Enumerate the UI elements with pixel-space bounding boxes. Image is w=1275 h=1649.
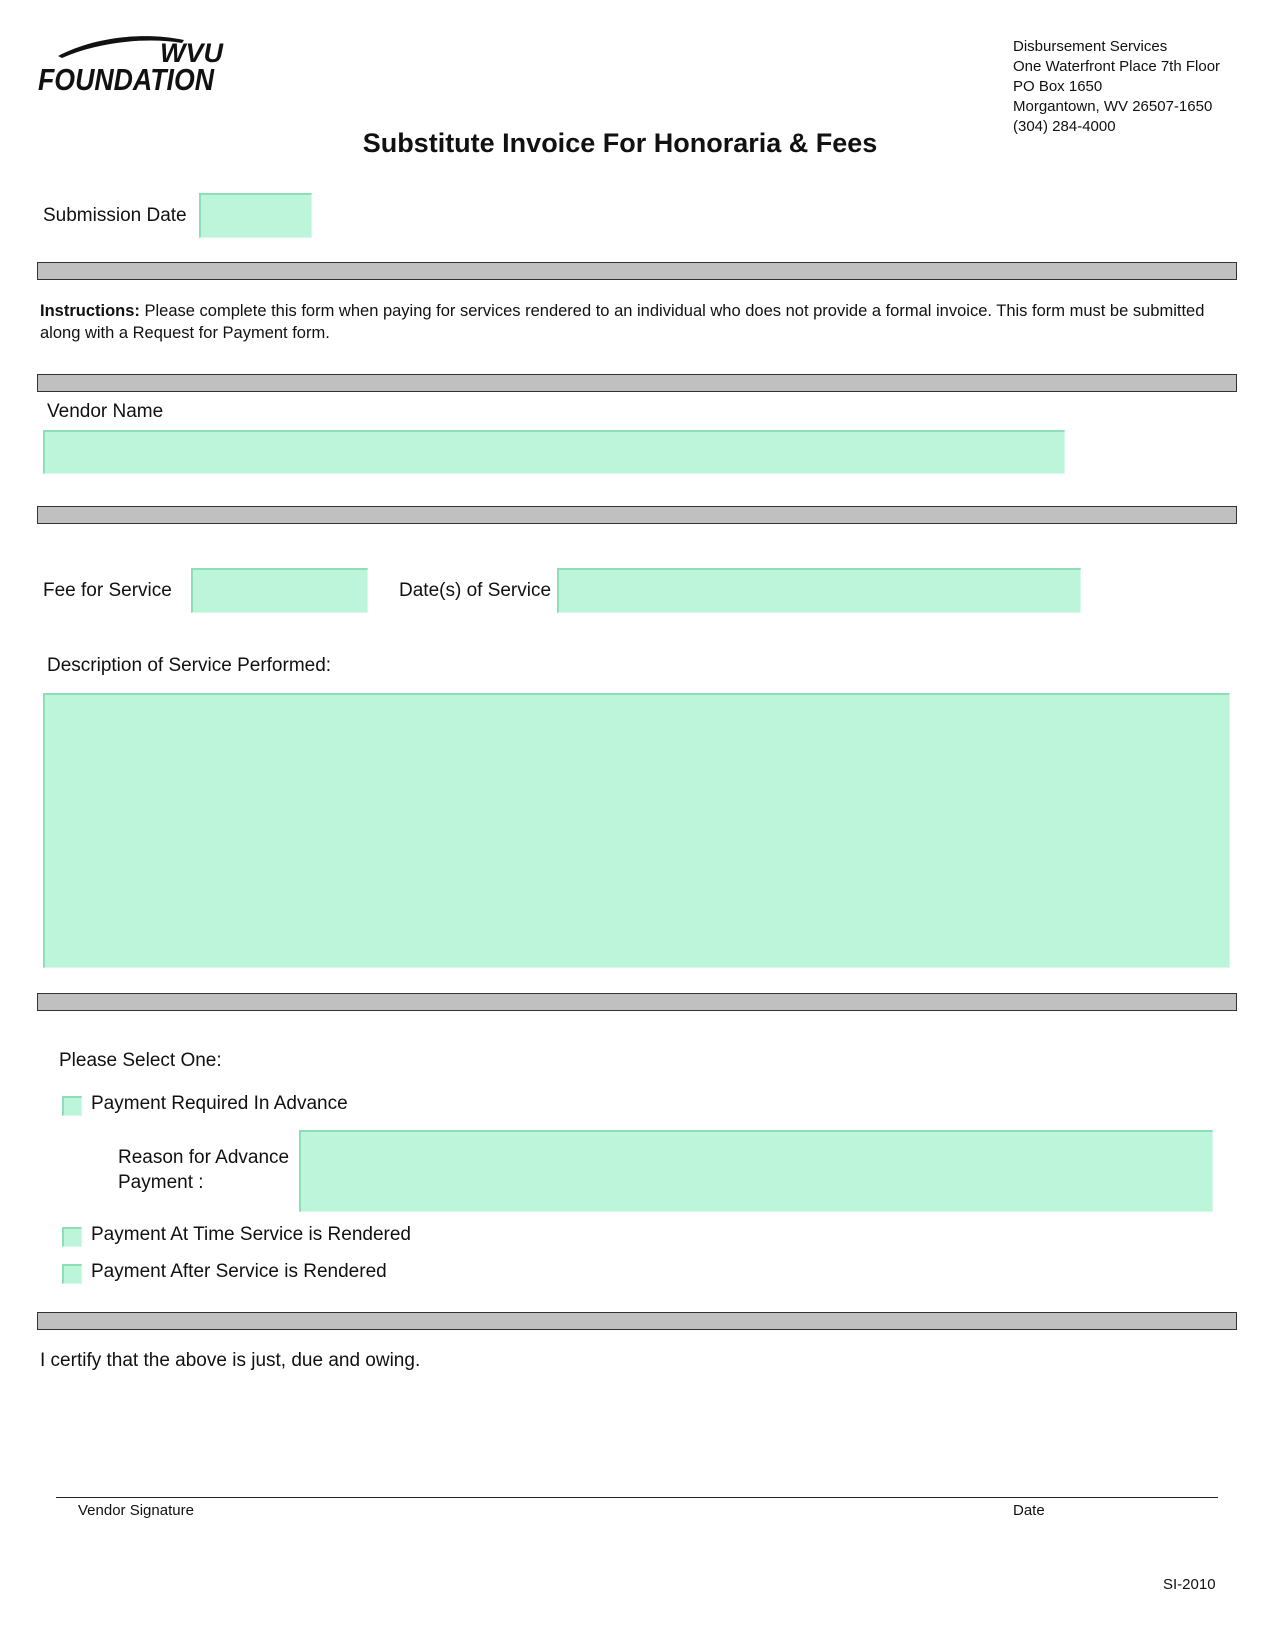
payment-at-time-checkbox[interactable] bbox=[62, 1227, 82, 1247]
signature-date-label: Date bbox=[1013, 1502, 1045, 1519]
instructions-text: Please complete this form when paying for services rendered to an individual who does not provide a formal invoice. This form must be submitted along with a Request for Payment form. bbox=[40, 302, 1205, 342]
payment-advance-checkbox[interactable] bbox=[62, 1096, 82, 1116]
form-code: SI-2010 bbox=[1163, 1576, 1216, 1593]
dates-of-service-field[interactable] bbox=[557, 568, 1081, 613]
payment-at-time-label: Payment At Time Service is Rendered bbox=[91, 1224, 411, 1245]
fee-for-service-field[interactable] bbox=[191, 568, 368, 613]
section-divider bbox=[37, 262, 1237, 280]
wvu-foundation-logo bbox=[36, 34, 236, 94]
reason-advance-field[interactable] bbox=[299, 1130, 1213, 1212]
logo-text-top: WVU bbox=[160, 38, 223, 68]
payment-after-label: Payment After Service is Rendered bbox=[91, 1261, 387, 1282]
vendor-name-field[interactable] bbox=[43, 430, 1065, 474]
payment-after-checkbox[interactable] bbox=[62, 1264, 82, 1284]
logo-swoosh-icon bbox=[36, 34, 236, 94]
submission-date-label: Submission Date bbox=[43, 205, 187, 226]
logo-text-bottom: FOUNDATION bbox=[38, 62, 215, 94]
payment-advance-label: Payment Required In Advance bbox=[91, 1093, 348, 1114]
section-divider bbox=[37, 506, 1237, 524]
disbursement-address: Disbursement Services One Waterfront Place 7th Floor PO Box 1650 Morgantown, WV 26507-1650 (304) 284-4000 bbox=[1013, 38, 1221, 135]
reason-label-line2: Payment : bbox=[118, 1172, 204, 1193]
page-title: Substitute Invoice For Honoraria & Fees bbox=[362, 128, 878, 158]
reason-label-line1: Reason for Advance bbox=[118, 1147, 290, 1168]
signature-line bbox=[56, 1497, 1218, 1498]
description-label: Description of Service Performed: bbox=[47, 655, 332, 676]
section-divider bbox=[37, 1312, 1237, 1330]
fee-for-service-label: Fee for Service bbox=[43, 580, 172, 601]
section-divider bbox=[37, 993, 1237, 1011]
please-select-label: Please Select One: bbox=[59, 1050, 222, 1071]
submission-date-field[interactable] bbox=[199, 193, 312, 238]
instructions-lead: Instructions: bbox=[40, 302, 140, 320]
section-divider bbox=[37, 374, 1237, 392]
vendor-signature-label: Vendor Signature bbox=[78, 1502, 194, 1519]
description-field[interactable] bbox=[43, 693, 1230, 968]
instructions bbox=[40, 300, 1240, 344]
certification-statement: I certify that the above is just, due and owing. bbox=[40, 1350, 421, 1371]
dates-of-service-label: Date(s) of Service bbox=[399, 580, 552, 601]
vendor-name-label: Vendor Name bbox=[47, 401, 164, 422]
